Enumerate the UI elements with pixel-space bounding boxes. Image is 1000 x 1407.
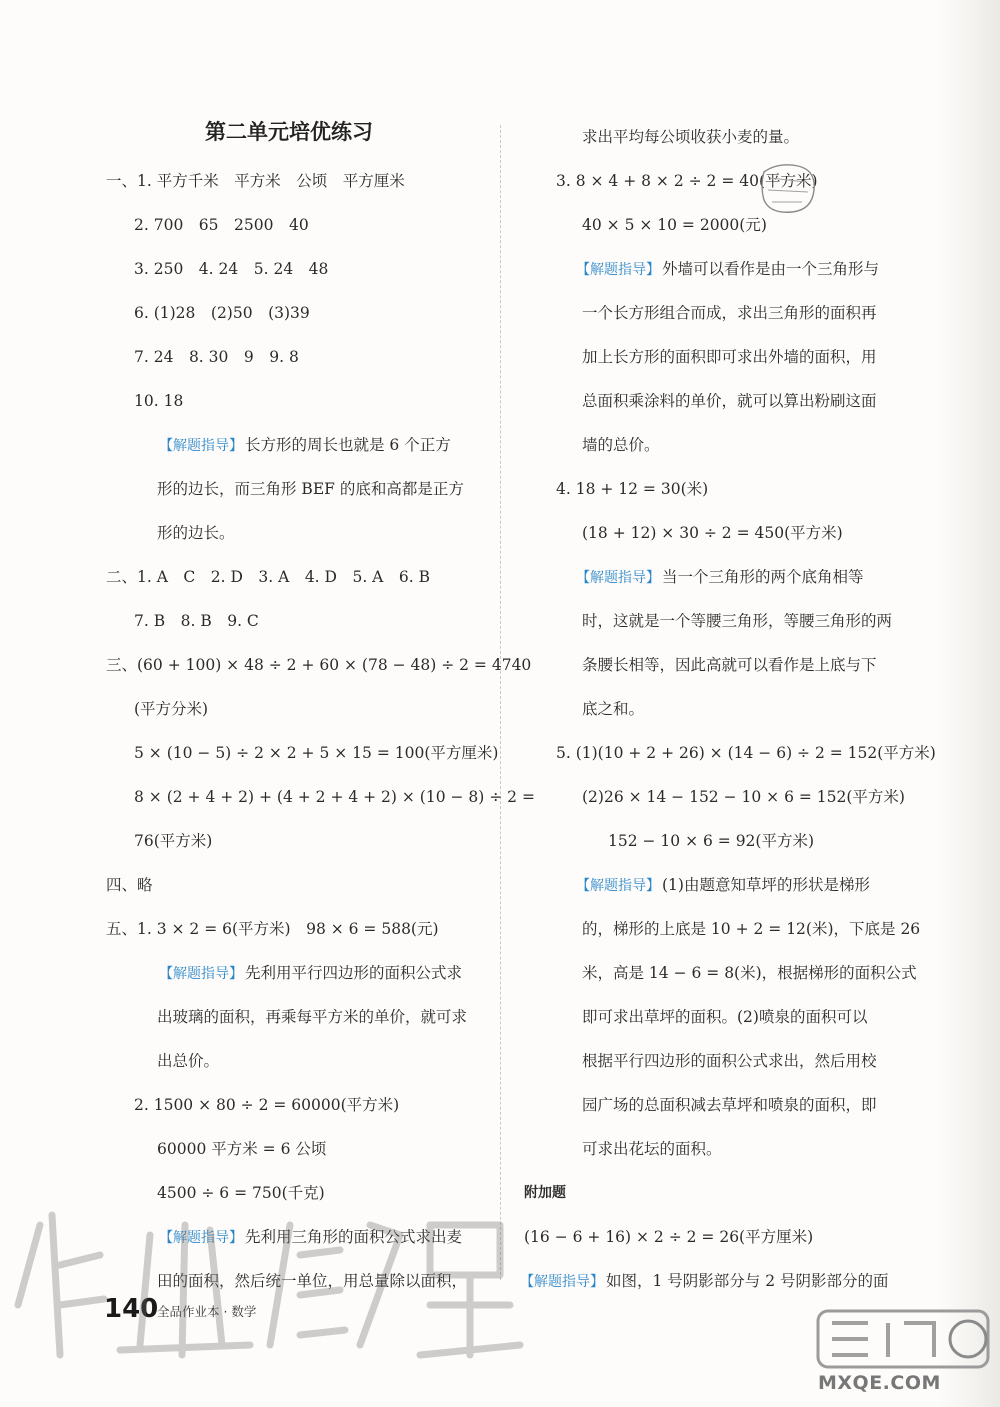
hint-line: 根据平行四边形的面积公式求出，然后用校: [582, 1052, 877, 1070]
hint-line: 的，梯形的上底是 10 + 2 = 12(米)，下底是 26: [582, 920, 921, 938]
hint-line: 形的边长，而三角形 BEF 的底和高都是正方: [157, 480, 464, 498]
hint-line: 米，高是 14 − 6 = 8(米)，根据梯形的面积公式: [582, 964, 917, 982]
book-label: 全品作业本 · 数学: [157, 1304, 257, 1319]
hint-line: 求出平均每公顷收获小麦的量。: [582, 128, 800, 146]
stamp-seal: [758, 160, 820, 216]
answer-line: (平方分米): [134, 700, 209, 718]
answer-line: 3. 250 4. 24 5. 24 48: [134, 260, 329, 278]
answer-line: 3. 8 × 4 + 8 × 2 ÷ 2 = 40(平方米): [556, 172, 818, 190]
hint-tag: 【解题指导】: [159, 1230, 243, 1246]
answer-line: 152 − 10 × 6 = 92(平方米): [608, 832, 815, 850]
answer-line: 2. 1500 × 80 ÷ 2 = 60000(平方米): [134, 1096, 400, 1114]
answer-line: 7. B 8. B 9. C: [134, 612, 259, 630]
hint-line: 【解题指导】 先利用平行四边形的面积公式求: [157, 962, 462, 985]
answer-line: 三、(60 + 100) × 48 ÷ 2 + 60 × (78 − 48) ÷ 2 = 4740: [106, 656, 532, 674]
watermark-logo-left: [0, 1195, 560, 1365]
hint-line: 【解题指导】 长方形的周长也就是 6 个正方: [157, 434, 451, 457]
watermark-url: MXQE.COM: [818, 1372, 941, 1394]
hint-line: 出玻璃的面积，再乘每平方米的单价，就可求: [157, 1008, 468, 1026]
answer-line: 五、1. 3 × 2 = 6(平方米) 98 × 6 = 588(元): [106, 920, 439, 938]
hint-line: 总面积乘涂料的单价，就可以算出粉刷这面: [582, 392, 877, 410]
hint-line: 【解题指导】 (1)由题意知草坪的形状是梯形: [574, 874, 870, 897]
hint-line: 即可求出草坪的面积。(2)喷泉的面积可以: [582, 1008, 868, 1026]
answer-line: 5 × (10 − 5) ÷ 2 × 2 + 5 × 15 = 100(平方厘米): [134, 744, 499, 762]
hint-line: 【解题指导】 如图，1 号阴影部分与 2 号阴影部分的面: [518, 1270, 889, 1293]
answer-line: 7. 24 8. 30 9 9. 8: [134, 348, 299, 366]
hint-line: 底之和。: [582, 700, 645, 718]
hint-line: 【解题指导】 当一个三角形的两个底角相等: [574, 566, 864, 589]
answer-line: 60000 平方米 = 6 公顷: [157, 1140, 327, 1158]
answer-line: 5. (1)(10 + 2 + 26) × (14 − 6) ÷ 2 = 152(平方米): [556, 744, 936, 762]
column-divider: [500, 125, 501, 1280]
hint-tag: 【解题指导】: [576, 262, 660, 278]
answer-line: 6. (1)28 (2)50 (3)39: [134, 304, 310, 322]
answer-line: 四、略: [106, 876, 153, 894]
hint-line: 墙的总价。: [582, 436, 660, 454]
answer-line: 8 × (2 + 4 + 2) + (4 + 2 + 4 + 2) × (10 − 8) ÷ 2 =: [134, 788, 535, 806]
bonus-heading: 附加题: [524, 1185, 566, 1201]
page-edge-shadow: [938, 0, 1000, 1407]
hint-tag: 【解题指导】: [576, 878, 660, 894]
hint-line: 条腰长相等，因此高就可以看作是上底与下: [582, 656, 877, 674]
answer-line: 二、1. A C 2. D 3. A 4. D 5. A 6. B: [106, 568, 430, 586]
hint-tag: 【解题指导】: [576, 570, 660, 586]
hint-line: 【解题指导】 外墙可以看作是由一个三角形与: [574, 258, 879, 281]
hint-tag: 【解题指导】: [159, 966, 243, 982]
answer-line: (18 + 12) × 30 ÷ 2 = 450(平方米): [582, 524, 843, 542]
answer-line: 10. 18: [134, 392, 184, 410]
hint-line: 出总价。: [157, 1052, 220, 1070]
hint-line: 加上长方形的面积即可求出外墙的面积，用: [582, 348, 877, 366]
answer-line: 一、1. 平方千米 平方米 公顷 平方厘米: [106, 172, 405, 190]
hint-line: 【解题指导】 先利用三角形的面积公式求出麦: [157, 1226, 462, 1249]
page-title: 第二单元培优练习: [205, 120, 373, 144]
page-number: 140: [104, 1294, 159, 1324]
hint-line: 园广场的总面积减去草坪和喷泉的面积，即: [582, 1096, 877, 1114]
hint-tag: 【解题指导】: [159, 438, 243, 454]
answer-line: 2. 700 65 2500 40: [134, 216, 309, 234]
answer-line: 40 × 5 × 10 = 2000(元): [582, 216, 767, 234]
hint-tag: 【解题指导】: [520, 1274, 604, 1290]
answer-line: (2)26 × 14 − 152 − 10 × 6 = 152(平方米): [582, 788, 905, 806]
hint-line: 田的面积，然后统一单位，用总量除以面积，: [157, 1272, 468, 1290]
hint-line: 时，这就是一个等腰三角形，等腰三角形的两: [582, 612, 893, 630]
hint-line: 一个长方形组合而成，求出三角形的面积再: [582, 304, 877, 322]
answer-line: (16 − 6 + 16) × 2 ÷ 2 = 26(平方厘米): [524, 1228, 814, 1246]
answer-line: 76(平方米): [134, 832, 213, 850]
answer-line: 4500 ÷ 6 = 750(千克): [157, 1184, 325, 1202]
answer-line: 4. 18 + 12 = 30(米): [556, 480, 709, 498]
hint-line: 形的边长。: [157, 524, 235, 542]
hint-line: 可求出花坛的面积。: [582, 1140, 722, 1158]
